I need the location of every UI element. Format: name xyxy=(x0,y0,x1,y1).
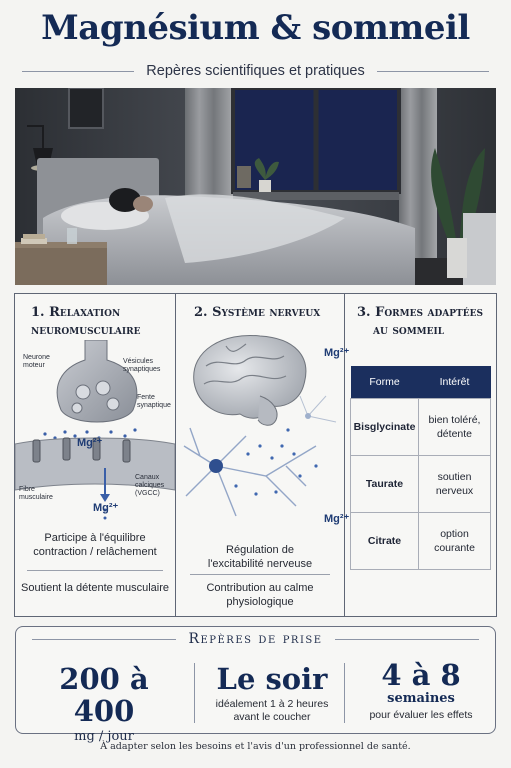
table-header-row xyxy=(351,366,491,398)
table-header-forme: Forme xyxy=(351,366,419,398)
panel1-caption1: Participe à l'équilibre contraction / relâchement xyxy=(33,532,157,558)
time-value: Le soir xyxy=(216,662,328,696)
table-cell-interet: bien toléré, détente xyxy=(419,398,491,455)
table-row xyxy=(351,455,491,512)
label-fibre: Fibre musculaire xyxy=(19,486,53,501)
subtitle-rule-right xyxy=(377,71,489,72)
bedroom-photo xyxy=(15,88,496,285)
duration-unit: semaines xyxy=(387,691,455,706)
panel-relaxation xyxy=(15,294,176,616)
panel2-title-text: Système nerveux xyxy=(212,305,321,320)
subtitle: Repères scientifiques et pratiques xyxy=(146,63,365,79)
brain-neuron-illustration xyxy=(176,326,344,526)
label-fente: Fente synaptique xyxy=(137,394,171,409)
panel2-divider xyxy=(190,574,330,575)
panel1-divider xyxy=(27,570,163,571)
dose-column xyxy=(24,659,184,744)
dosage-rule-right xyxy=(335,639,479,640)
mg-ion-label-brain: Mg²⁺ xyxy=(324,347,350,359)
table-header-interet: Intérêt xyxy=(419,366,491,398)
info-panels xyxy=(14,293,497,617)
table-cell-forme: Taurate xyxy=(351,455,419,512)
table-cell-forme: Bisglycinate xyxy=(351,398,419,455)
panel-nervous-system xyxy=(176,294,350,616)
panel2-number: 2. xyxy=(194,305,208,320)
table-cell-interet: soutien nerveux xyxy=(419,455,491,512)
panel2-caption2: Contribution au calme physiologique xyxy=(206,582,314,608)
panel2-caption1: Régulation de l'excitabilité nerveuse xyxy=(207,544,313,570)
dosage-rule-left xyxy=(32,639,176,640)
forms-table xyxy=(350,366,491,570)
panel3-title-line2: au sommeil xyxy=(373,323,445,338)
label-canaux: Canaux calciques (VGCC) xyxy=(135,474,165,497)
panel1-caption2: Soutient la détente musculaire xyxy=(21,582,169,594)
footer-disclaimer: À adapter selon les besoins et l'avis d'un professionnel de santé. xyxy=(100,741,411,752)
dose-unit: mg / jour xyxy=(74,729,134,744)
mg-ion-label-top: Mg²⁺ xyxy=(77,437,103,449)
dosage-header xyxy=(16,631,495,647)
page-title: Magnésium & sommeil xyxy=(41,8,470,48)
duration-note: pour évaluer les effets xyxy=(369,709,473,721)
panel3-number: 3. xyxy=(357,305,371,320)
mg-ion-label-bottom: Mg²⁺ xyxy=(93,502,119,514)
dosage-separator-2 xyxy=(344,663,345,723)
dosage-title: Repères de prise xyxy=(188,631,323,647)
table-cell-forme: Citrate xyxy=(351,512,419,569)
panel1-title-line2: neuromusculaire xyxy=(31,323,141,338)
time-column xyxy=(200,659,344,731)
time-note: idéalement 1 à 2 heures avant le coucher xyxy=(215,698,329,723)
panel1-number: 1. xyxy=(31,305,45,320)
table-cell-interet: option courante xyxy=(419,512,491,569)
label-vesicules: Vésicules synaptiques xyxy=(123,358,161,373)
panel3-title xyxy=(357,304,497,340)
subtitle-rule-left xyxy=(22,71,134,72)
table-row xyxy=(351,398,491,455)
panel-forms xyxy=(345,294,497,616)
table-row xyxy=(351,512,491,569)
dosage-separator-1 xyxy=(194,663,195,723)
subtitle-row xyxy=(22,60,489,82)
duration-value: 4 à 8 xyxy=(381,658,461,692)
panel1-title-line1: Relaxation xyxy=(49,305,121,320)
dose-value: 200 à 400 xyxy=(59,662,149,728)
label-neurone: Neurone moteur xyxy=(23,354,50,369)
mg-ion-label-neuron: Mg²⁺ xyxy=(324,513,350,525)
duration-column xyxy=(350,659,492,731)
panel2-title xyxy=(194,304,320,322)
panel3-title-line1: Formes adaptées xyxy=(375,305,483,320)
panel1-title xyxy=(31,304,140,340)
dosage-box xyxy=(15,626,496,744)
